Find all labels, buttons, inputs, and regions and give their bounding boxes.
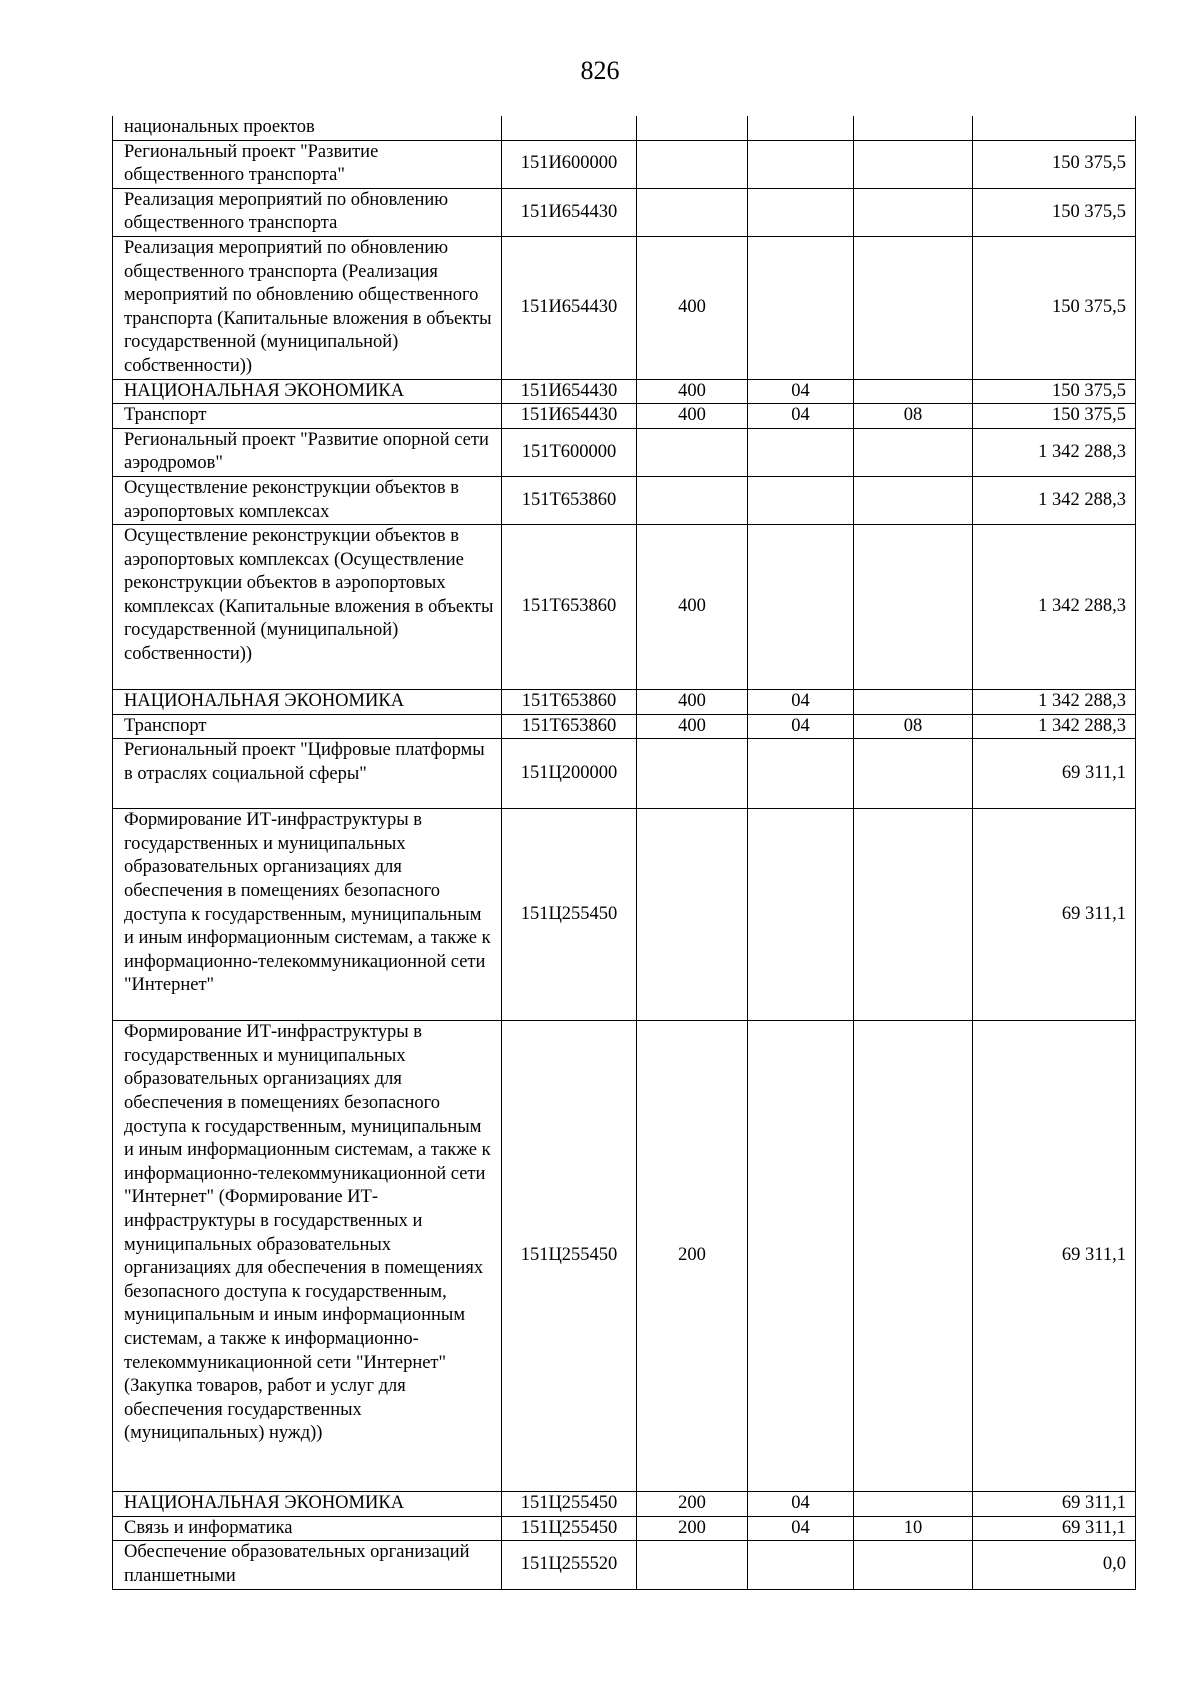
cell-section: 04 [748,1516,854,1541]
cell-sum: 1 342 288,3 [973,690,1136,715]
cell-subsection: 10 [854,1516,973,1541]
cell-expense-type [637,476,748,524]
cell-sum: 150 375,5 [973,236,1136,379]
cell-name: Осуществление реконструкции объектов в аэропортовых комплексах [113,476,502,524]
cell-sum: 150 375,5 [973,188,1136,236]
cell-expense-type [637,739,748,809]
table-row [113,476,1136,524]
cell-subsection: 08 [854,404,973,429]
cell-subsection [854,188,973,236]
cell-subsection [854,236,973,379]
cell-name: Региональный проект "Цифровые платформы в отраслях социальной сферы" [113,739,502,809]
cell-section [748,428,854,476]
cell-sum: 1 342 288,3 [973,525,1136,690]
cell-section: 04 [748,379,854,404]
cell-code: 151Ц255450 [502,1516,637,1541]
cell-name: НАЦИОНАЛЬНАЯ ЭКОНОМИКА [113,1492,502,1517]
cell-section: 04 [748,714,854,739]
cell-section [748,188,854,236]
table-row [113,116,1136,140]
table-row [113,140,1136,188]
cell-name: Транспорт [113,404,502,429]
cell-expense-type: 200 [637,1021,748,1492]
cell-code: 151Ц255450 [502,809,637,1021]
cell-subsection [854,525,973,690]
cell-expense-type [637,140,748,188]
table-row [113,739,1136,809]
table-row [113,188,1136,236]
table-row [113,236,1136,379]
cell-section [748,739,854,809]
cell-expense-type: 400 [637,236,748,379]
cell-subsection: 08 [854,714,973,739]
cell-section [748,1541,854,1589]
cell-code: 151Т653860 [502,476,637,524]
cell-code: 151Ц200000 [502,739,637,809]
cell-code: 151Ц255450 [502,1492,637,1517]
cell-subsection [854,809,973,1021]
cell-subsection [854,140,973,188]
cell-code: 151И654430 [502,236,637,379]
cell-code: 151И654430 [502,379,637,404]
cell-expense-type: 400 [637,525,748,690]
cell-subsection [854,1021,973,1492]
cell-name: национальных проектов [113,116,502,140]
cell-subsection [854,379,973,404]
table-row [113,1541,1136,1589]
table-row [113,690,1136,715]
cell-name: Связь и информатика [113,1516,502,1541]
cell-code: 151И600000 [502,140,637,188]
cell-code: 151Ц255450 [502,1021,637,1492]
cell-name: Региональный проект "Развитие опорной сети аэродромов" [113,428,502,476]
cell-subsection [854,690,973,715]
cell-section [748,476,854,524]
cell-section [748,236,854,379]
cell-name: Транспорт [113,714,502,739]
cell-subsection [854,1492,973,1517]
cell-subsection [854,739,973,809]
cell-sum: 0,0 [973,1541,1136,1589]
cell-name: НАЦИОНАЛЬНАЯ ЭКОНОМИКА [113,379,502,404]
cell-expense-type [637,116,748,140]
cell-sum: 150 375,5 [973,140,1136,188]
cell-code: 151Т600000 [502,428,637,476]
budget-table [112,116,1136,1590]
table-row [113,525,1136,690]
cell-subsection [854,428,973,476]
cell-sum [973,116,1136,140]
cell-expense-type [637,188,748,236]
cell-subsection [854,116,973,140]
cell-sum: 150 375,5 [973,404,1136,429]
table-row [113,379,1136,404]
cell-sum: 1 342 288,3 [973,476,1136,524]
cell-expense-type: 200 [637,1492,748,1517]
cell-expense-type: 400 [637,714,748,739]
cell-code: 151Ц255520 [502,1541,637,1589]
cell-code: 151Т653860 [502,714,637,739]
table-row [113,428,1136,476]
cell-section [748,116,854,140]
cell-expense-type: 400 [637,379,748,404]
table-row [113,404,1136,429]
table-row [113,1516,1136,1541]
cell-section [748,525,854,690]
cell-name: Обеспечение образовательных организаций планшетными [113,1541,502,1589]
cell-sum: 150 375,5 [973,379,1136,404]
cell-name: Реализация мероприятий по обновлению общественного транспорта (Реализация мероприятий по обновлению общественного транспорта (Капитальные вложения в объекты государственной (муниципальной) собственности)) [113,236,502,379]
cell-expense-type: 400 [637,690,748,715]
cell-expense-type: 200 [637,1516,748,1541]
cell-name: Формирование ИТ-инфраструктуры в государственных и муниципальных образовательных организациях для обеспечения в помещениях безопасного доступа к государственным, муниципальным и иным информационным системам, а также к информационно-телекоммуникационной сети "Интернет" [113,809,502,1021]
cell-sum: 1 342 288,3 [973,714,1136,739]
cell-sum: 69 311,1 [973,1516,1136,1541]
cell-section: 04 [748,404,854,429]
cell-expense-type [637,1541,748,1589]
cell-code: 151Т653860 [502,525,637,690]
cell-name: НАЦИОНАЛЬНАЯ ЭКОНОМИКА [113,690,502,715]
cell-subsection [854,1541,973,1589]
cell-sum: 69 311,1 [973,1492,1136,1517]
table-row [113,1492,1136,1517]
cell-sum: 1 342 288,3 [973,428,1136,476]
cell-code: 151И654430 [502,404,637,429]
cell-name: Региональный проект "Развитие общественного транспорта" [113,140,502,188]
cell-name: Формирование ИТ-инфраструктуры в государственных и муниципальных образовательных организациях для обеспечения в помещениях безопасного доступа к государственным, муниципальным и иным информационным системам, а также к информационно-телекоммуникационной сети "Интернет" (Формирование ИТ-инфраструктуры в государственных и муниципальных образовательных организациях для обеспечения в помещениях безопасного доступа к государственным, муниципальным и иным информационным системам, а также к информационно-телекоммуникационной сети "Интернет" (Закупка товаров, работ и услуг для обеспечения государственных (муниципальных) нужд)) [113,1021,502,1492]
cell-code: 151Т653860 [502,690,637,715]
table-row [113,1021,1136,1492]
cell-sum: 69 311,1 [973,809,1136,1021]
page-number: 826 [580,56,620,85]
cell-code [502,116,637,140]
cell-code: 151И654430 [502,188,637,236]
table-row [113,809,1136,1021]
cell-section: 04 [748,690,854,715]
cell-subsection [854,476,973,524]
cell-sum: 69 311,1 [973,1021,1136,1492]
cell-expense-type [637,428,748,476]
cell-name: Осуществление реконструкции объектов в аэропортовых комплексах (Осуществление реконструкции объектов в аэропортовых комплексах (Капитальные вложения в объекты государственной (муниципальной) собственности)) [113,525,502,690]
cell-expense-type [637,809,748,1021]
table-row [113,714,1136,739]
cell-section [748,1021,854,1492]
cell-section [748,140,854,188]
cell-section [748,809,854,1021]
cell-section: 04 [748,1492,854,1517]
cell-expense-type: 400 [637,404,748,429]
cell-sum: 69 311,1 [973,739,1136,809]
cell-name: Реализация мероприятий по обновлению общественного транспорта [113,188,502,236]
